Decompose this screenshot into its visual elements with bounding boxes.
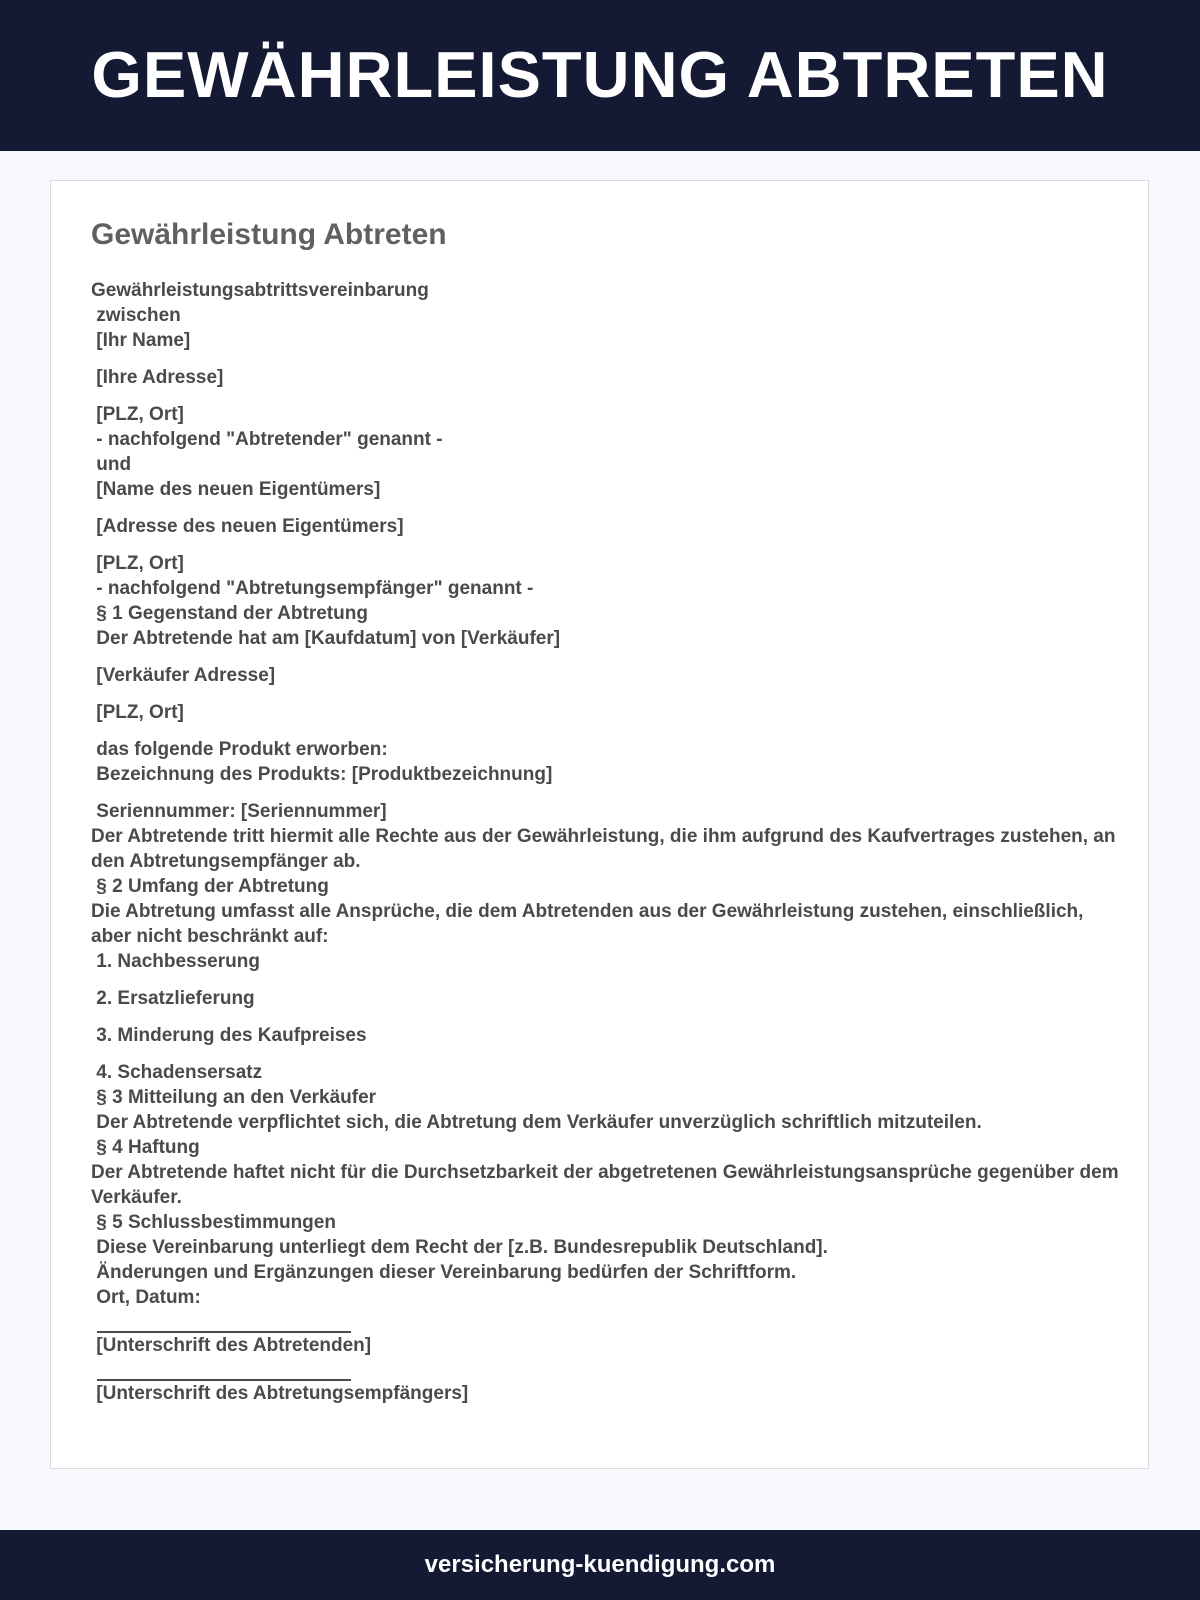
document-body [91, 278, 1121, 1406]
list-item: 2. Ersatzlieferung [91, 988, 255, 1009]
and-label: und [91, 454, 132, 475]
signature-label-assignor: [Unterschrift des Abtretenden] [91, 1335, 372, 1356]
assignor-address: [Ihre Adresse] [91, 367, 224, 388]
liability-clause: Der Abtretende haftet nicht für die Durchsetzbarkeit der abgetretenen Gewährleistungsansprüche gegenüber dem Verkäufer. [91, 1162, 1119, 1208]
section-2-heading: § 2 Umfang der Abtretung [91, 876, 329, 897]
between-label: zwischen [91, 305, 181, 326]
list-item: 3. Minderung des Kaufpreises [91, 1025, 367, 1046]
section-5-heading: § 5 Schlussbestimmungen [91, 1212, 336, 1233]
document-heading: Gewährleistung Abtreten [91, 218, 447, 251]
written-form-clause: Änderungen und Ergänzungen dieser Vereinbarung bedürfen der Schriftform. [91, 1262, 797, 1283]
assignor-name: [Ihr Name] [91, 330, 191, 351]
assignee-address: [Adresse des neuen Eigentümers] [91, 516, 404, 537]
seller-city: [PLZ, Ort] [91, 702, 184, 723]
section-4-heading: § 4 Haftung [91, 1137, 200, 1158]
product-name: Bezeichnung des Produkts: [Produktbezeichnung] [91, 764, 553, 785]
document-card [50, 180, 1149, 1469]
footer-banner [0, 1530, 1200, 1600]
assignor-designation: - nachfolgend "Abtretender" genannt - [91, 429, 443, 450]
notification-clause: Der Abtretende verpflichtet sich, die Abtretung dem Verkäufer unverzüglich schriftlich mitzuteilen. [91, 1112, 982, 1133]
section-3-heading: § 3 Mitteilung an den Verkäufer [91, 1087, 377, 1108]
assignment-clause: Der Abtretende tritt hiermit alle Rechte aus der Gewährleistung, die ihm aufgrund des Kaufvertrages zustehen, an den Abtretungsempfänger ab. [91, 826, 1116, 872]
serial-number: Seriennummer: [Seriennummer] [91, 801, 387, 822]
product-intro: das folgende Produkt erworben: [91, 739, 388, 760]
assignee-city: [PLZ, Ort] [91, 553, 184, 574]
signature-label-assignee: [Unterschrift des Abtretungsempfängers] [91, 1383, 469, 1404]
list-item: 1. Nachbesserung [91, 951, 260, 972]
assignor-city: [PLZ, Ort] [91, 404, 184, 425]
assignee-designation: - nachfolgend "Abtretungsempfänger" genannt - [91, 578, 534, 599]
scope-clause: Die Abtretung umfasst alle Ansprüche, die dem Abtretenden aus der Gewährleistung zustehen, einschließlich, aber nicht beschränkt auf: [91, 901, 1084, 947]
place-date-label: Ort, Datum: [91, 1287, 201, 1308]
agreement-title: Gewährleistungsabtrittsvereinbarung [91, 280, 429, 301]
purchase-statement: Der Abtretende hat am [Kaufdatum] von [Verkäufer] [91, 628, 561, 649]
top-banner [0, 0, 1200, 151]
list-item: 4. Schadensersatz [91, 1062, 263, 1083]
footer-site-name: versicherung-kuendigung.com [424, 1551, 776, 1578]
section-1-heading: § 1 Gegenstand der Abtretung [91, 603, 368, 624]
assignee-name: [Name des neuen Eigentümers] [91, 479, 381, 500]
seller-address: [Verkäufer Adresse] [91, 665, 276, 686]
banner-title: GEWÄHRLEISTUNG ABTRETEN [91, 38, 1109, 111]
governing-law-clause: Diese Vereinbarung unterliegt dem Recht der [z.B. Bundesrepublik Deutschland]. [91, 1237, 828, 1258]
